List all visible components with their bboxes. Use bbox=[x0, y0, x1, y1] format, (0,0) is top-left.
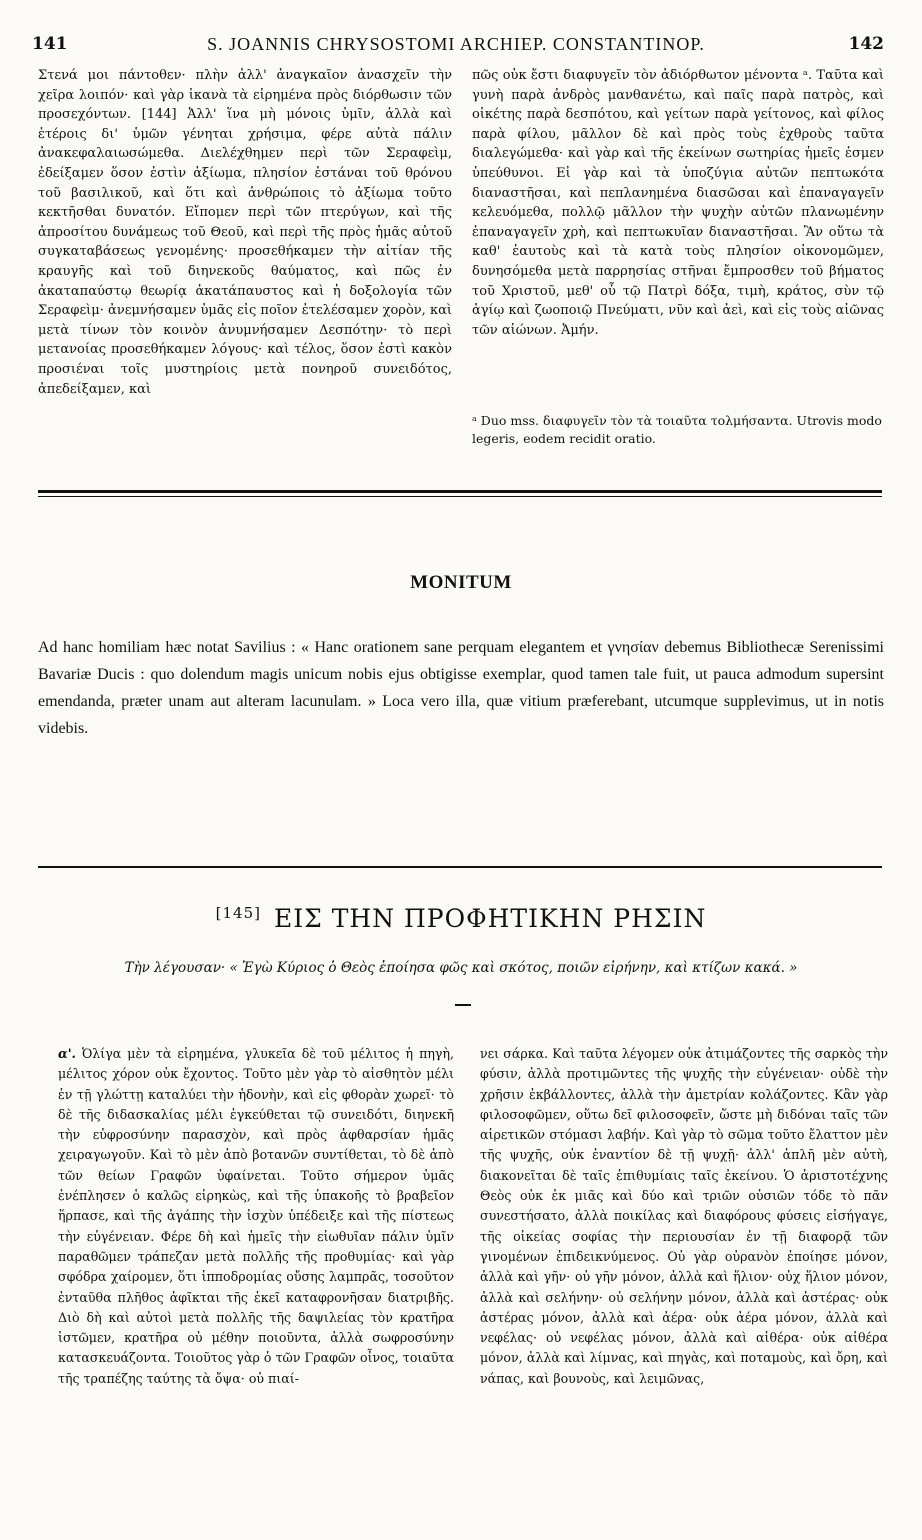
homily-right-column bbox=[480, 1044, 888, 1389]
homily-title: ΕΙΣ ΤΗΝ ΠΡΟΦΗΤΙΚΗΝ ΡΗΣΙΝ bbox=[273, 904, 707, 933]
top-right-column bbox=[472, 66, 884, 340]
homily-subtitle: Τὴν λέγουσαν· « Ἐγὼ Κύριος ὁ Θεὸς ἐποίησα φῶς καὶ σκότος, ποιῶν εἰρήνην, καὶ κτίζων κακά. » bbox=[124, 960, 798, 976]
homily-title-block bbox=[0, 904, 922, 933]
running-title: S. JOANNIS CHRYSOSTOMI ARCHIEP. CONSTANTINOP. bbox=[207, 34, 705, 54]
page-header bbox=[28, 34, 884, 64]
top-left-text: Στενά μοι πάντοθεν· πλὴν ἀλλ' ἀναγκαῖον ἀνασχεῖν τὴν χεῖρα λοιπόν· καὶ γὰρ ἱκανὰ τὰ εἰρημένα πρὸς διόρθωσιν τῶν προσεχόντων. [144] Ἀλλ' ἵνα μὴ μόνοις ὑμῖν, ἀλλὰ καὶ ἑτέροις δι' ὑμῶν γένηται χρήσιμα, φέρε αὐτὰ πάλιν ἀνακεφαλαιωσώμεθα. Διελέχθημεν περὶ τῶν Σεραφεὶμ, ἐδείξαμεν ὅσον ἐστὶν ἀξίωμα, πλησίον ἑστάναι τοῦ θρόνου τοῦ βασιλικοῦ, καὶ ὅτι καὶ ἀνθρώποις τὸ ἀξίωμα τοῦτο κεκτῆσθαι δυνατόν. Εἴπομεν περὶ τῶν πτερύγων, καὶ τῆς ἀπροσίτου δυνάμεως τοῦ Θεοῦ, καὶ περὶ τῆς πρὸς ἡμᾶς αὐτοῦ συγκαταβάσεως γενομένης· προσεθήκαμεν τὴν αἰτίαν τῆς κραυγῆς καὶ τοῦ διηνεκοῦς θαύματος, καὶ πῶς ἐν ἀκαταπαύστῳ θεωρίᾳ ἀκατάπαυστος καὶ ἡ δοξολογία τῶν Σεραφεὶμ· ἀνεμνήσαμεν ὑμᾶς εἰς ποῖον ἐτελέσαμεν χορὸν, καὶ μετὰ τίνων τὸν κοινὸν ἀνυμνήσαμεν Δεσπότην· τὸ περὶ μετανοίας προσεθήκαμεν λόγους· καὶ τέλος, ὅσον ἐστὶ κακὸν προσιέναι τοῖς μυστηρίοις μετὰ πονηροῦ συνειδότος, ἀπεδείξαμεν, καὶ bbox=[38, 68, 452, 397]
section-divider bbox=[38, 866, 882, 868]
page-number-right: 142 bbox=[848, 34, 884, 54]
homily-right-text: νει σάρκα. Καὶ ταῦτα λέγομεν οὐκ ἀτιμάζοντες τῆς σαρκὸς τὴν φύσιν, ἀλλὰ προτιμῶντες τῆς ψυχῆς τὴν εὐγένειαν· οὐδὲ τὴν χρῆσιν ἐκβάλλοντες, ἀλλὰ τὴν ἀμετρίαν κολάζοντες. Κἂν γὰρ φιλοσοφῶμεν, οὕτω δεῖ φιλοσοφεῖν, ὥστε μὴ διδόναι ταῖς τῶν αἱρετικῶν στόμασι λαβήν. Καὶ γὰρ τὸ σῶμα τοῦτο ἔλαττον μὲν τῆς ψυχῆς, οὐκ ἐναντίον δὲ τῇ ψυχῇ· ἀλλ' ἁπλῆ μὲν αὐτὴ, διακονεῖται δὲ ταῖς ἐπιθυμίαις ταῖς ἐκείνου. Ὁ ἀριστοτέχνης Θεὸς οὐκ ἐκ μιᾶς καὶ δύο καὶ τριῶν οὐσιῶν τόδε τὸ πᾶν συνεστήσατο, ἀλλὰ ποικίλας καὶ διαφόρους φύσεις εἰσήγαγε, τῆς οἰκείας σοφίας τὴν περιουσίαν ἐν τῇ διαφορᾷ τῶν γινομένων ἐπιδεικνύμενος. Οὐ γὰρ οὐρανὸν ἐποίησε μόνον, ἀλλὰ καὶ γῆν· οὐ γῆν μόνον, ἀλλὰ καὶ ἥλιον· οὐχ ἥλιον μόνον, ἀλλὰ καὶ σελήνην· οὐ σελήνην μόνον, ἀλλὰ καὶ ἀστέρας· οὐκ ἀστέρας μόνον, ἀλλὰ καὶ ἀέρα· οὐκ ἀέρα μόνον, ἀλλὰ καὶ νεφέλας· οὐ νεφέλας μόνον, ἀλλὰ καὶ αἰθέρα· οὐκ αἰθέρα μόνον, ἀλλὰ καὶ λίμνας, καὶ πηγὰς, καὶ ποταμοὺς, καὶ ὄρη, καὶ νάπας, καὶ βουνοὺς, καὶ λειμῶνας, bbox=[480, 1046, 888, 1386]
homily-left-text: Ὀλίγα μὲν τὰ εἰρημένα, γλυκεῖα δὲ τοῦ μέλιτος ἡ πηγὴ, μέλιτος χόρον οὐκ ἔχοντος. Τοῦτο μὲν γὰρ τὸ αἰσθητὸν μέλι ἐν τῇ γλώττῃ καταλύει τὴν ἡδονὴν, καὶ εἰς φθορὰν χωρεῖ· τὸ δὲ τῆς διδασκαλίας μέλι ἐγκεύθεται τῷ συνειδότι, διηνεκῆ τὴν εὐφροσύνην παρασχὸν, καὶ πρὸς ἀφθαρσίαν ἡμᾶς χειραγωγοῦν. Καὶ τὸ μὲν ἀπὸ βοτανῶν συντίθεται, τὸ δὲ ἀπὸ τῶν θείων Γραφῶν ὑφαίνεται. Τοῦτο σήμερον ὑμᾶς ἐνέπλησεν ὁ καλῶς εἰρηκὼς, καὶ τῆς ὑπακοῆς τὸ βραβεῖον ἥρπασε, καὶ τῆς ἀγάπης τὴν ἰσχὺν ὑπέδειξε καὶ τῆς πίστεως τὴν εὐγένειαν. Φέρε δὴ καὶ ἡμεῖς τὴν εἰωθυῖαν πάλιν ὑμῖν παραθῶμεν τράπεζαν μετὰ πολλῆς τῆς προθυμίας· καὶ γὰρ σφόδρα χαίρομεν, ὅτι ἱπποδρομίας οὔσης λαμπρᾶς, τοσοῦτον ἐνταῦθα πλῆθος ἀφῖκται τῆς ἐκεῖ καταφρονῆσαν διατριβῆς. Διὸ δὴ καὶ αὐτοὶ μετὰ πολλῆς τῆς δαψιλείας τὸν κρατῆρα ἱστῶμεν, κρατῆρα οὐ μέθην ποιοῦντα, ἀλλὰ σωφροσύνην κατασκευάζοντα. Τοιοῦτος γὰρ ὁ τῶν Γραφῶν οἶνος, τοιαῦτα τῆς τραπέζης ταύτης τὰ ὄψα· οὐ πιαί- bbox=[58, 1046, 454, 1386]
top-left-column bbox=[38, 66, 452, 399]
top-right-text: πῶς οὐκ ἔστι διαφυγεῖν τὸν ἀδιόρθωτον μένοντα ᵃ. Ταῦτα καὶ γυνὴ παρὰ ἀνδρὸς μανθανέτω, καὶ παῖς παρὰ πατρὸς, καὶ οἰκέτης παρὰ δεσπότου, καὶ γείτων παρὰ γείτονος, καὶ φίλος παρὰ φίλου, μᾶλλον δὲ καὶ πρὸς τοὺς ἐχθροὺς ταῦτα διαλεγώμεθα· καὶ γὰρ καὶ τῆς ἐκείνων σωτηρίας ἡμεῖς ἐσμεν ὑπεύθυνοι. Εἰ γὰρ καὶ τὰ ὑποζύγια αὐτῶν πεπτωκότα διαναστῆσαι, καὶ πεπλανημένα διασῶσαι καὶ ἐπαναγαγεῖν κελευόμεθα, πολλῷ μᾶλλον τὴν ψυχὴν αὐτῶν πλανωμένην ἐπαναγαγεῖν χρὴ, καὶ πεπτωκυῖαν διαναστῆσαι. Ἂν οὕτω τὰ καθ' ἑαυτοὺς καὶ τὰ κατὰ τοὺς πλησίον οἰκονομῶμεν, δυνησόμεθα μετὰ παρρησίας στῆναι ἔμπροσθεν τοῦ βήματος τοῦ Χριστοῦ, μεθ' οὗ τῷ Πατρὶ δόξα, τιμὴ, κράτος, σὺν τῷ ἁγίῳ καὶ ζωοποιῷ Πνεύματι, νῦν καὶ ἀεὶ, καὶ εἰς τοὺς αἰῶνας τῶν αἰώνων. Ἀμήν. bbox=[472, 68, 884, 338]
homily-left-column bbox=[58, 1044, 454, 1389]
page-marker: [145] bbox=[215, 904, 261, 922]
title-dash bbox=[455, 1004, 471, 1006]
monitum-body: Ad hanc homiliam hæc notat Savilius : « Hanc orationem sane perquam elegantem et γνησίαν debemus Bibliothecæ Serenissimi Bavariæ Ducis : quo dolendum magis unicum nobis ejus obtigisse exemplar, quod tamen tale fuit, ut pauca admodum supersint emendanda, præter unam aut alteram lacunulam. » Loca vero illa, quæ vitium præferebant, utcumque supplevimus, ut in notis videbis. bbox=[38, 639, 884, 737]
monitum-heading: MONITUM bbox=[410, 572, 512, 593]
footnote: ᵃ Duo mss. διαφυγεῖν τὸν τὰ τοιαῦτα τολμήσαντα. Utrovis modo legeris, eodem recidit oratio. bbox=[472, 413, 882, 446]
section-divider-thin bbox=[38, 496, 882, 497]
section-divider-thick bbox=[38, 490, 882, 493]
section-number: α'. bbox=[58, 1046, 76, 1061]
page-number-left: 141 bbox=[32, 34, 68, 54]
